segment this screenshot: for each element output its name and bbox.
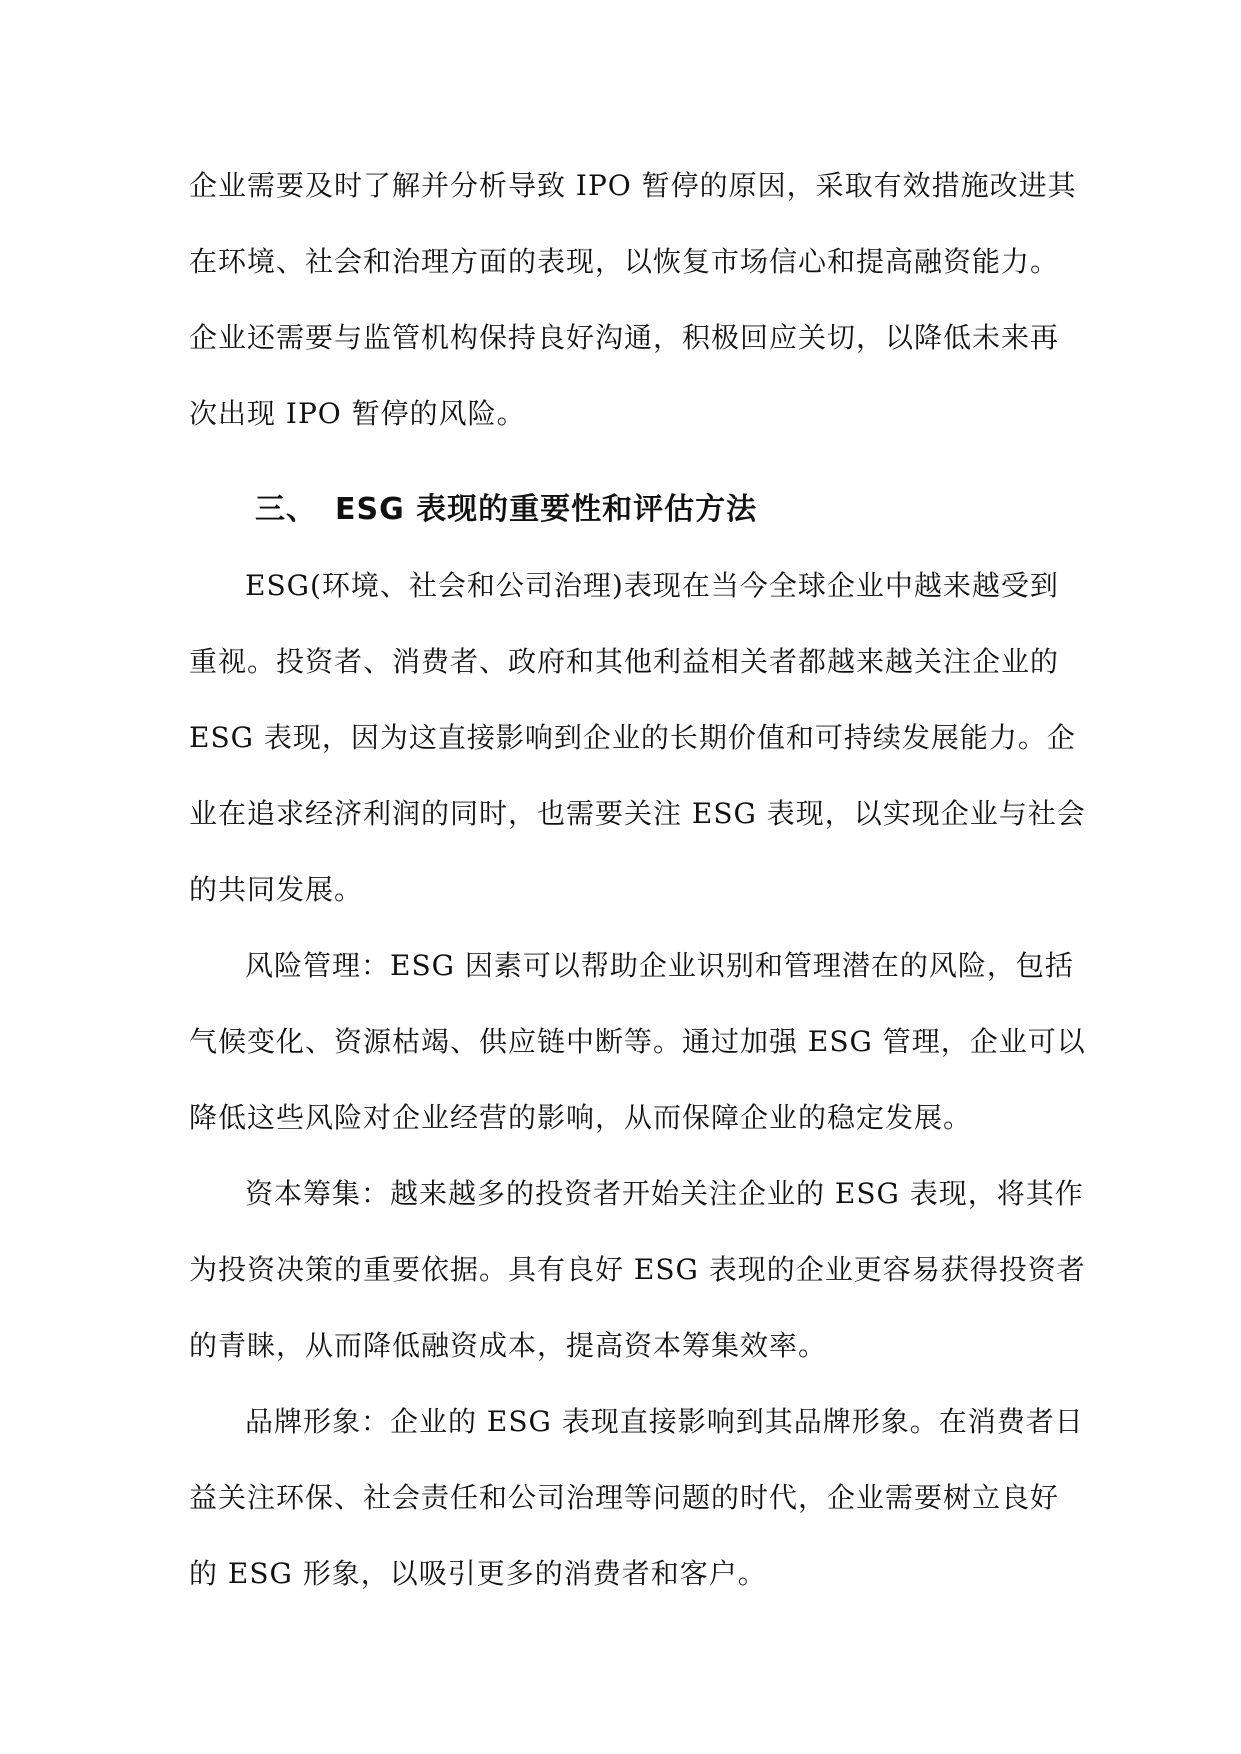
text-line: ESG 表现，因为这直接影响到企业的长期价值和可持续发展能力。企 — [189, 721, 1076, 754]
section-number: 三、 — [255, 492, 317, 527]
section-heading — [189, 472, 1069, 548]
text-line: 次出现 IPO 暂停的风险。 — [189, 397, 526, 430]
text-line: 为投资决策的重要依据。具有良好 ESG 表现的企业更容易获得投资者 — [189, 1253, 1086, 1286]
text-line: ESG(环境、社会和公司治理)表现在当今全球企业中越来越受到 — [245, 569, 1059, 602]
paragraph-risk-management — [189, 928, 1086, 1156]
paragraph-capital-raising — [189, 1156, 1086, 1384]
text-line: 的共同发展。 — [189, 873, 364, 906]
text-line: 重视。投资者、消费者、政府和其他利益相关者都越来越关注企业的 — [189, 645, 1060, 678]
text-line: 的 ESG 形象，以吸引更多的消费者和客户。 — [189, 1557, 767, 1590]
text-line: 业在追求经济利润的同时，也需要关注 ESG 表现，以实现企业与社会 — [189, 797, 1086, 830]
paragraph-brand-image — [189, 1384, 1084, 1612]
text-line: 资本筹集：越来越多的投资者开始关注企业的 ESG 表现，将其作 — [245, 1177, 1084, 1210]
text-line: 企业还需要与监管机构保持良好沟通，积极回应关切，以降低未来再 — [189, 321, 1060, 354]
text-line: 气候变化、资源枯竭、供应链中断等。通过加强 ESG 管理，企业可以 — [189, 1025, 1086, 1058]
text-line: 企业需要及时了解并分析导致 IPO 暂停的原因，采取有效措施改进其 — [189, 169, 1077, 202]
text-line: 降低这些风险对企业经营的影响，从而保障企业的稳定发展。 — [189, 1101, 973, 1134]
text-line: 品牌形象：企业的 ESG 表现直接影响到其品牌形象。在消费者日 — [245, 1405, 1084, 1438]
text-line: 风险管理：ESG 因素可以帮助企业识别和管理潜在的风险，包括 — [245, 949, 1074, 982]
text-line: 的青睐，从而降低融资成本，提高资本筹集效率。 — [189, 1329, 828, 1362]
paragraph-esg-overview — [189, 548, 1086, 928]
text-line: 在环境、社会和治理方面的表现，以恢复市场信心和提高融资能力。 — [189, 245, 1060, 278]
intro-paragraph — [189, 148, 1077, 452]
document-body — [189, 148, 1086, 1612]
section-title: ESG 表现的重要性和评估方法 — [335, 492, 758, 527]
text-line: 益关注环保、社会责任和公司治理等问题的时代，企业需要树立良好 — [189, 1481, 1060, 1514]
